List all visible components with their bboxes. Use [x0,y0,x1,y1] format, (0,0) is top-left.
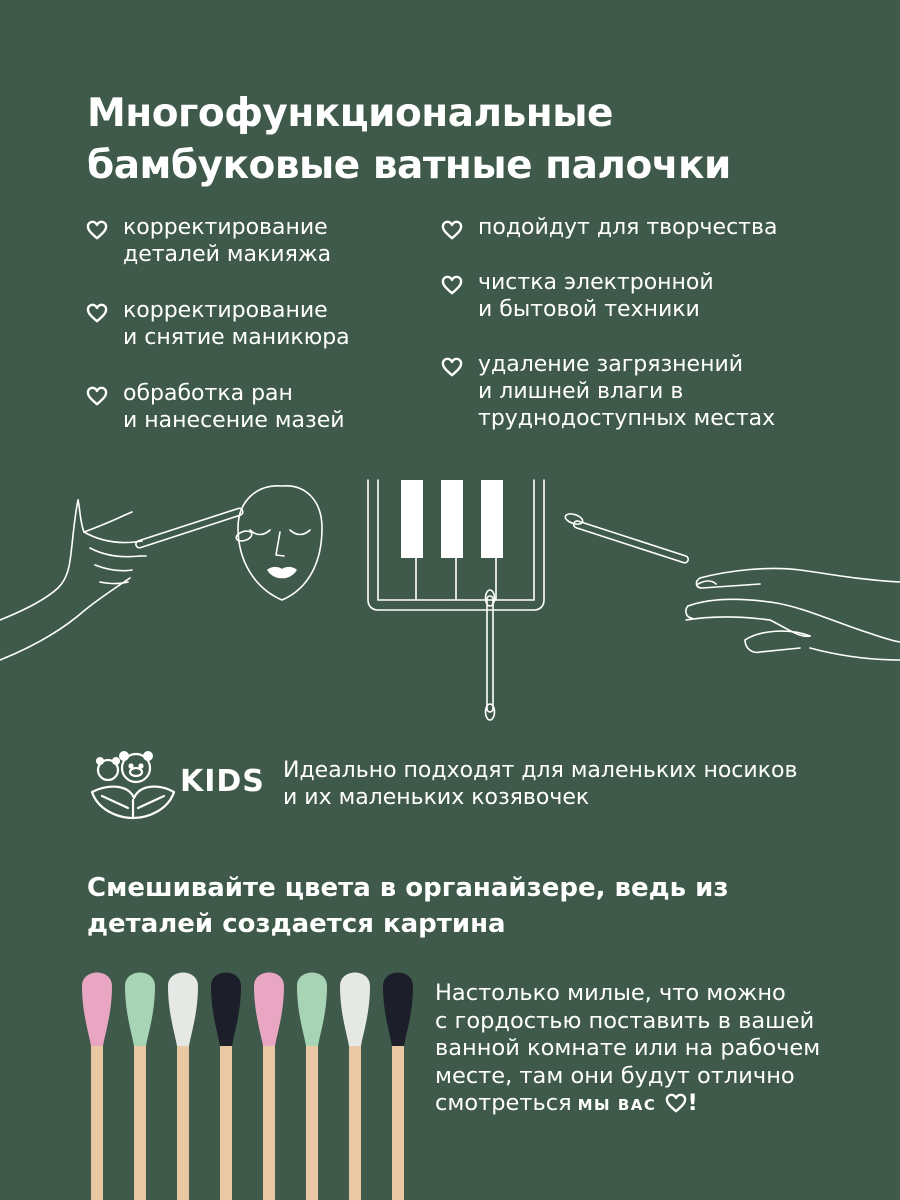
kids-bear-logo-icon [88,748,178,822]
swab-cotton-tip [168,973,198,1047]
decor-line-3: ванной комнате или на рабочем [435,1035,821,1061]
face-mask-illustration [238,486,322,600]
swab-stem [306,1034,318,1200]
use-item-text: подойдут для творчества [478,215,778,240]
right-hand-with-swab-illustration [564,512,900,660]
heart-icon [86,303,108,323]
decor-line-5-text: смотреться [435,1090,572,1116]
kids-label: KIDS [180,764,265,799]
mix-colors-heading [87,870,847,942]
swab-stem [392,1034,404,1200]
use-item [86,214,416,268]
swab-cotton-tip [82,973,112,1047]
heart-icon [86,386,108,406]
heart-icon [441,275,463,295]
swab-cotton-tip [340,973,370,1047]
swab-cotton-tip [125,973,155,1047]
left-hand-with-swab-illustration [0,500,253,660]
kids-description [283,757,863,811]
title-line-2: бамбуковые ватные палочки [87,143,731,188]
swab-stem [220,1034,232,1200]
use-item [86,380,416,434]
uses-list-left [86,214,416,434]
use-item-text: чистка электронной и бытовой техники [478,270,714,322]
uses-list-right [441,214,881,432]
swab-stem [91,1034,103,1200]
use-item [441,351,881,432]
swab-cotton-tip [297,973,327,1047]
decor-line-4: месте, там они будут отлично [435,1062,795,1089]
use-item-text: удаление загрязнений и лишней влаги в труднодоступных местах [478,352,776,431]
heart-icon [86,220,108,240]
swab-stem [134,1034,146,1200]
use-item-text: обработка ран и нанесение мазей [123,381,345,433]
we-love-text: МЫ ВАС [577,1096,657,1114]
heart-icon [441,357,463,377]
mix-heading-line-1: Смешивайте цвета в органайзере, ведь из [87,873,729,903]
exclamation-mark: ! [687,1090,698,1116]
decor-line-5 [435,1090,875,1120]
kids-description-line-1: Идеально подходят для маленьких носиков [283,758,798,783]
heart-icon [441,220,463,240]
swab-stem [177,1034,189,1200]
swab-cotton-tip [254,973,284,1047]
swab-cotton-tip [211,973,241,1047]
title-line-1: Многофункциональные [87,91,613,136]
heart-icon [664,1093,688,1113]
swab-cotton-tip [383,973,413,1047]
use-item [86,297,416,351]
colored-swabs-image [70,960,420,1200]
decor-line-2: с гордостью поставить в вашей [435,1007,815,1034]
usage-illustration [0,470,900,730]
use-item [441,269,881,323]
piano-keys-illustration [368,480,544,720]
decor-description [435,980,875,1120]
kids-description-line-2: и их маленьких козявочек [283,785,590,810]
swab-stem [349,1034,361,1200]
swab-stem [263,1034,275,1200]
use-item-text: корректирование и снятие маникюра [123,298,350,350]
decor-line-1: Настолько милые, что можно [435,980,786,1006]
use-item-text: корректирование деталей макияжа [123,215,332,267]
mix-heading-line-2: деталей создается картина [87,909,506,939]
page-title [87,88,867,192]
use-item [441,214,881,241]
